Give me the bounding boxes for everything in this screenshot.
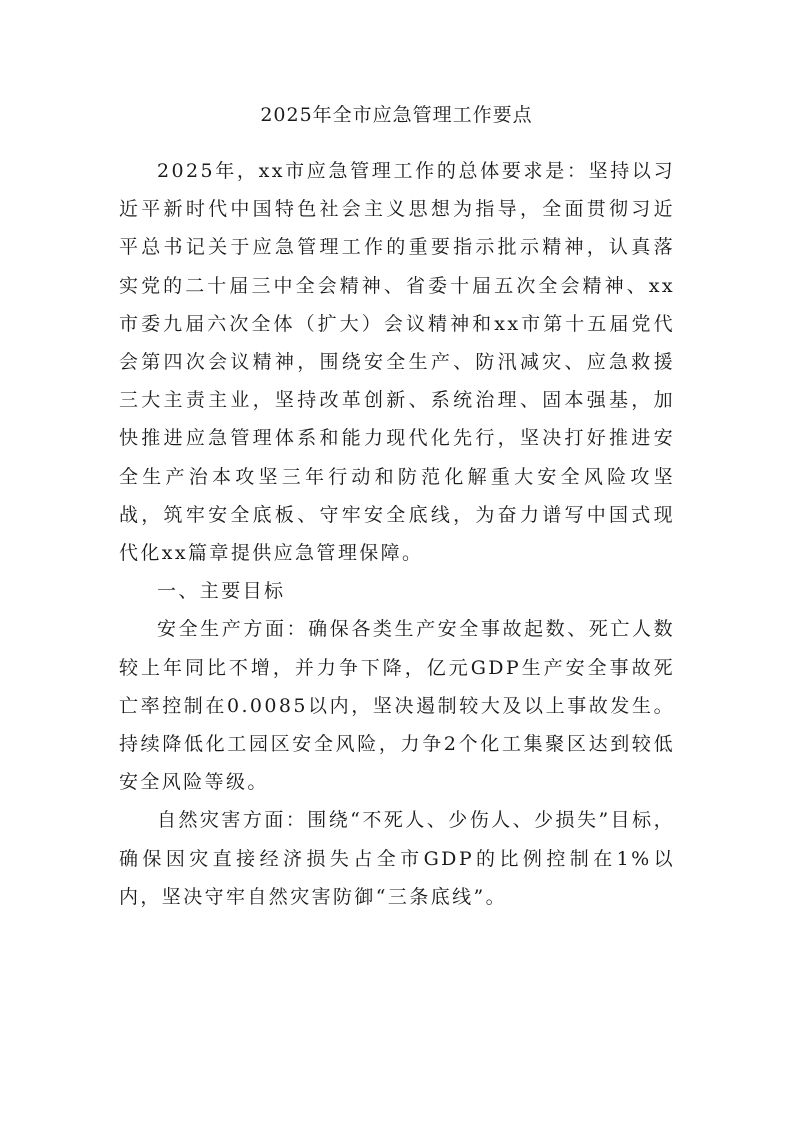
paragraph-production-safety: 安全生产方面：确保各类生产安全事故起数、死亡人数较上年同比不增，并力争下降，亿元GDP生产安全事故死亡率控制在0.0085以内，坚决遏制较大及以上事故发生。持续降低化工园区安全风险，力争2个化工集聚区达到较低安全风险等级。 [119,618,675,794]
section-heading-main-goals: 一、主要目标 [157,580,286,603]
paragraph-natural-disasters: 自然灾害方面：围绕“不死人、少伤人、少损失”目标，确保因灾直接经济损失占全市GDP的比例控制在1%以内，坚决守牢自然灾害防御“三条底线”。 [119,809,675,908]
paragraph-general-requirements: 2025年，xx市应急管理工作的总体要求是：坚持以习近平新时代中国特色社会主义思想为指导，全面贯彻习近平总书记关于应急管理工作的重要指示批示精神，认真落实党的二十届三中全会精神、省委十届五次全会精神、xx市委九届六次全体（扩大）会议精神和xx市第十五届党代会第四次会议精神，围绕安全生产、防汛减灾、应急救援三大主责主业，坚持改革创新、系统治理、固本强基，加快推进应急管理体系和能力现代化先行，坚决打好推进安全生产治本攻坚三年行动和防范化解重大安全风险攻坚战，筑牢安全底板、守牢安全底线，为奋力谱写中国式现代化xx篇章提供应急管理保障。 [119,160,675,565]
document-body [119,152,675,916]
document-title: 2025年全市应急管理工作要点 [260,104,533,126]
